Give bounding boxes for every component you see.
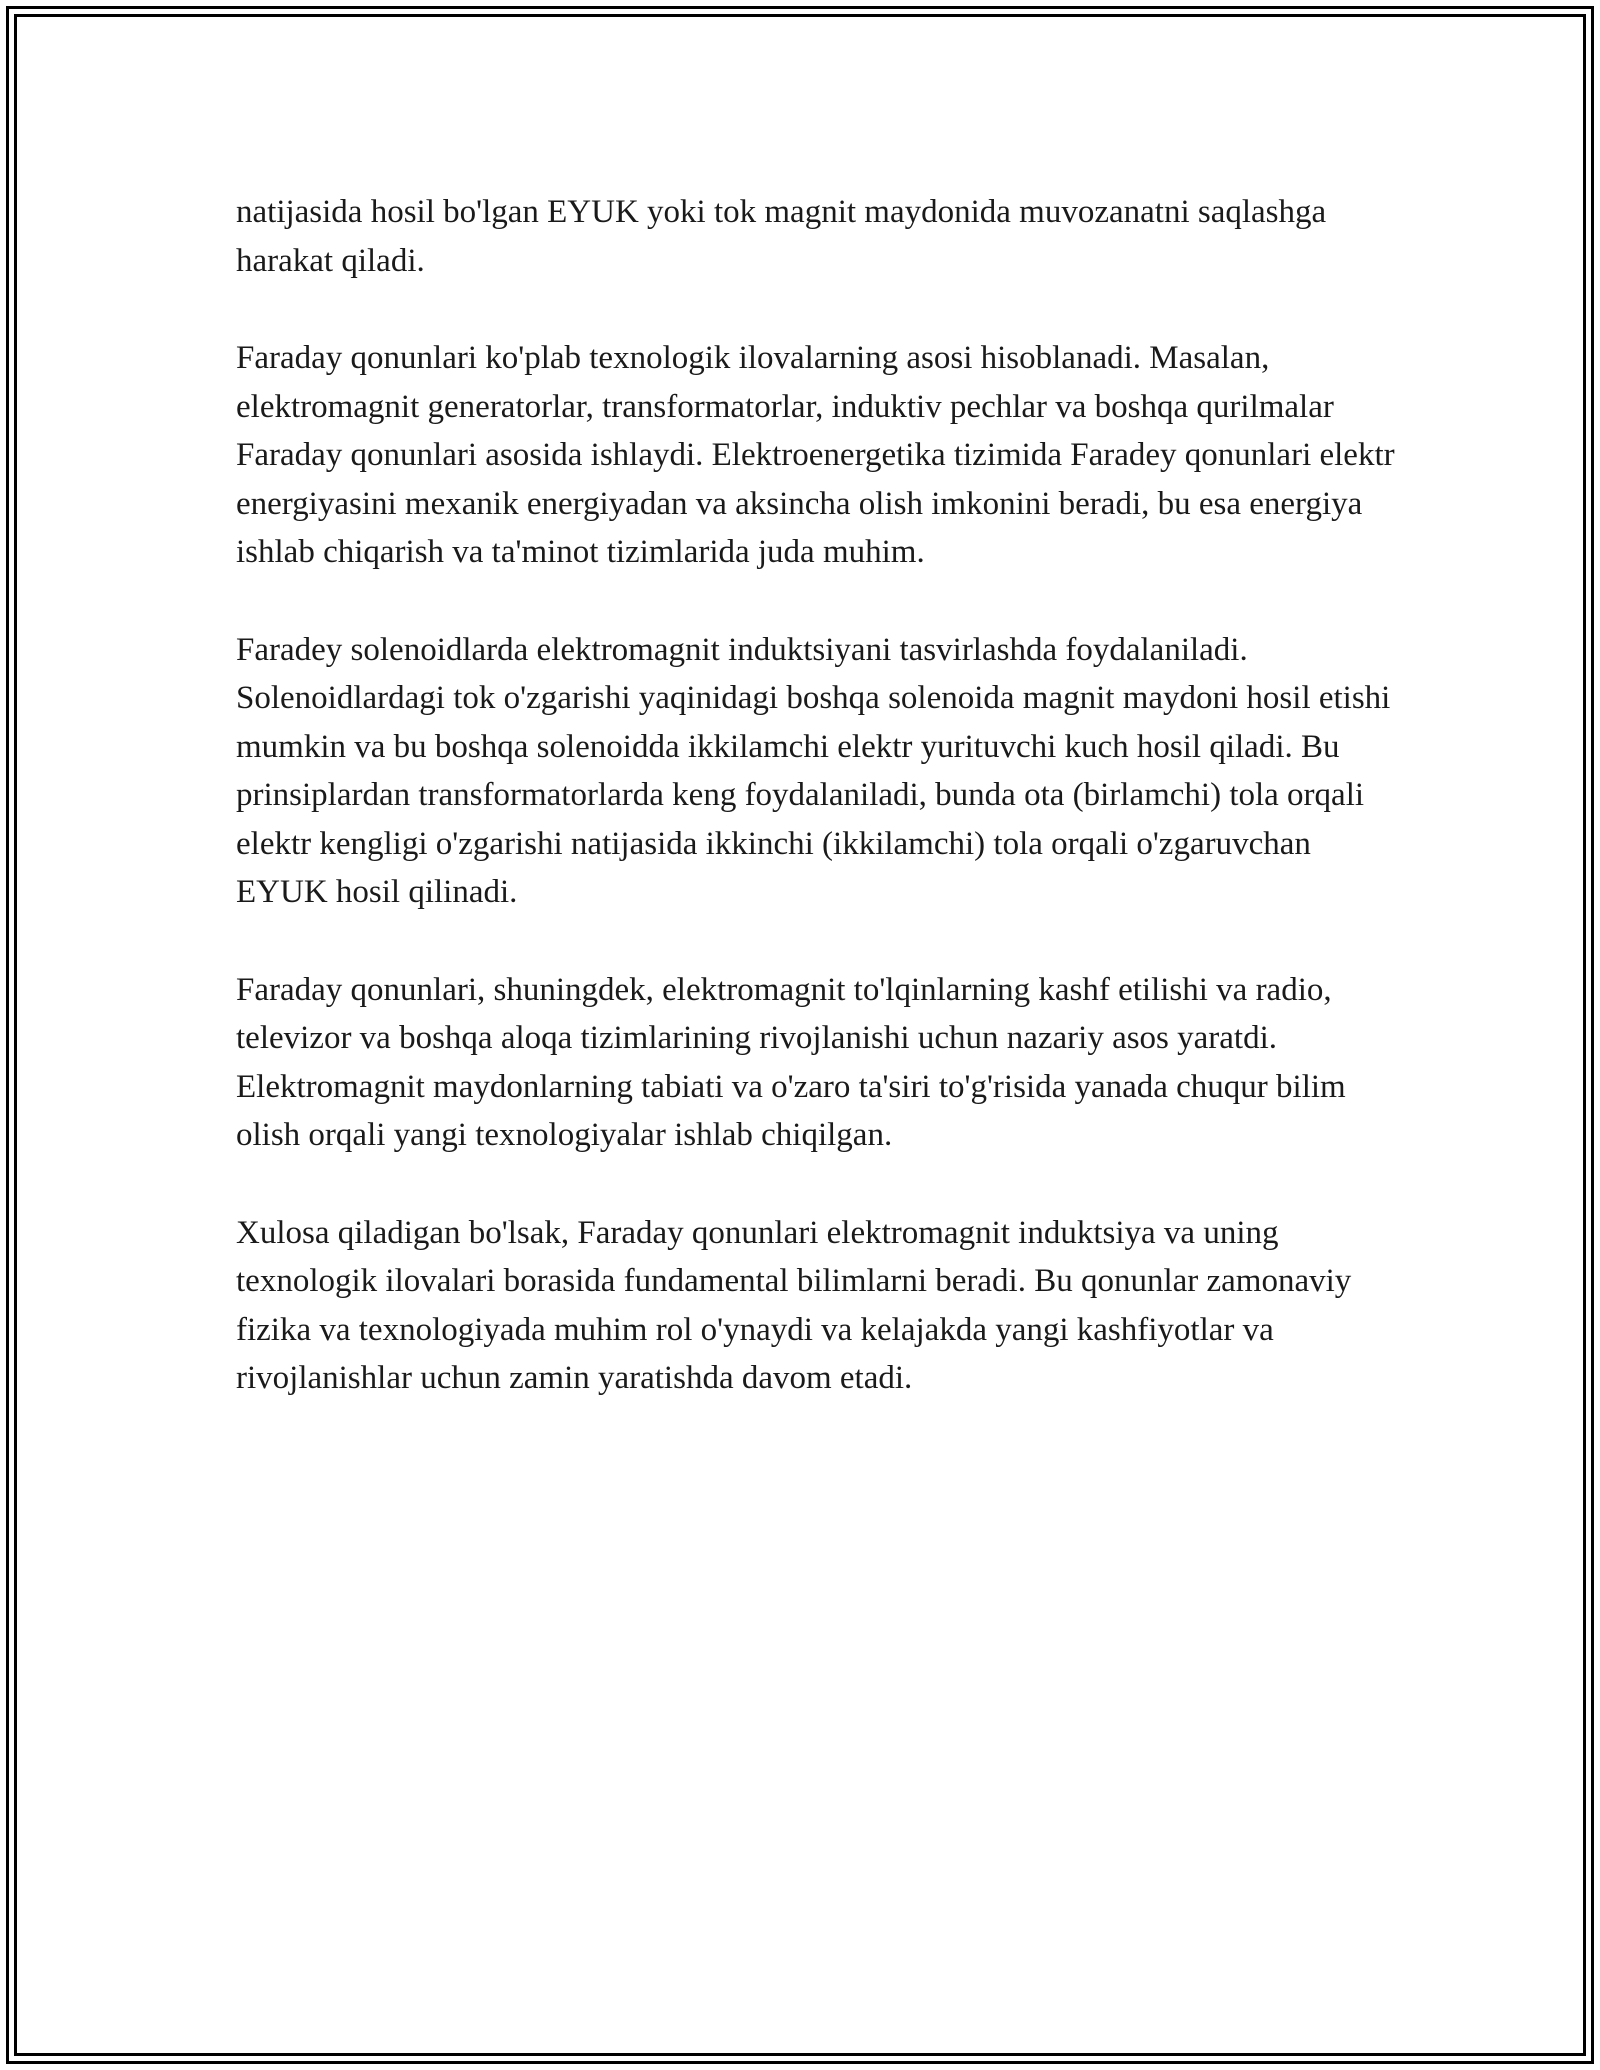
paragraph-5: Xulosa qiladigan bo'lsak, Faraday qonunlari elektromagnit induktsiya va uning texnologik ilovalari borasida fundamental bilimlarni beradi. Bu qonunlar zamonaviy fizika va texnologiyada muhim rol o'ynaydi va kelajakda yangi kashfiyotlar va rivojlanishlar uchun zamin yaratishda davom etadi. (236, 1214, 1352, 1396)
paragraph-4: Faraday qonunlari, shuningdek, elektromagnit to'lqinlarning kashf etilishi va radio, televizor va boshqa aloqa tizimlarining rivojlanishi uchun nazariy asos yaratdi. Elektromagnit maydonlarning tabiati va o'zaro ta'siri to'g'risida yanada chuqur bilim olish orqali yangi texnologiyalar ishlab chiqilgan. (236, 971, 1346, 1153)
paragraph-1: natijasida hosil bo'lgan EYUK yoki tok magnit maydonida muvozanatni saqlashga harakat qiladi. (236, 194, 1327, 279)
document-body (236, 188, 1396, 1403)
paragraph-3: Faradey solenoidlarda elektromagnit induktsiyani tasvirlashda foydalaniladi. Solenoidlardagi tok o'zgarishi yaqinidagi boshqa solenoida magnit maydoni hosil etishi mumkin va bu boshqa solenoidda ikkilamchi elektr yurituvchi kuch hosil qiladi. Bu prinsiplardan transformatorlarda keng foydalaniladi, bunda ota (birlamchi) tola orqali elektr kengligi o'zgarishi natijasida ikkinchi (ikkilamchi) tola orqali o'zgaruvchan EYUK hosil qilinadi. (236, 631, 1391, 910)
paragraph-2: Faraday qonunlari ko'plab texnologik ilovalarning asosi hisoblanadi. Masalan, elektromagnit generatorlar, transformatorlar, induktiv pechlar va boshqa qurilmalar Faraday qonunlari asosida ishlaydi. Elektroenergetika tizimida Faradey qonunlari elektr energiyasini mexanik energiyadan va aksincha olish imkonini beradi, bu esa energiya ishlab chiqarish va ta'minot tizimlarida juda muhim. (236, 340, 1395, 570)
